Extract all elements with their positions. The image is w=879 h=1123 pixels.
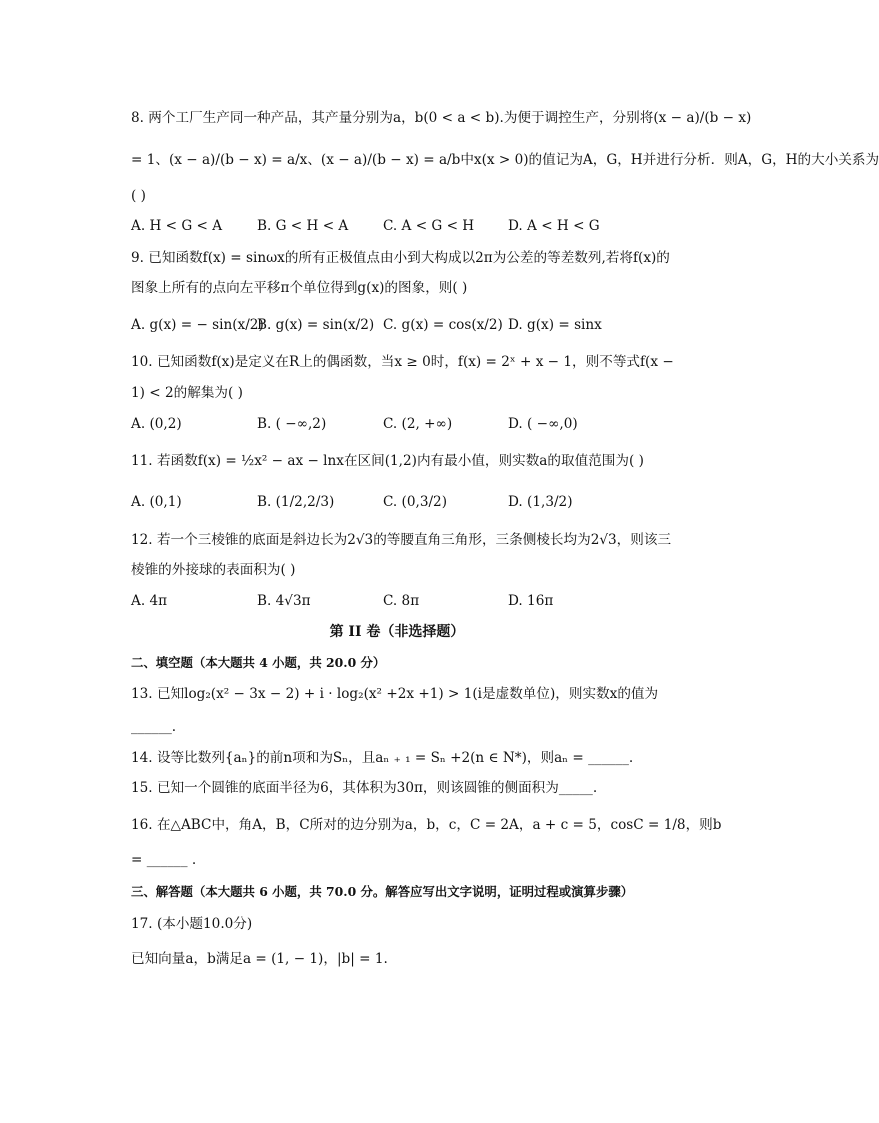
q9-option-c[interactable]: C. g(x) = cos(x/2) xyxy=(383,317,503,333)
q8-line2: = 1、(x − a)/(b − x) = a/x、(x − a)/(b − x) = a/b中x(x > 0)的值记为A，G，H并进行分析．则A，G，H的大小关系为 xyxy=(131,152,879,168)
q13-line1: 13. 已知log₂(x² − 3x − 2) + i · log₂(x² +2x +1) > 1(i是虚数单位)，则实数x的值为 xyxy=(131,686,659,702)
q11-options xyxy=(131,492,691,512)
q9-line2: 图象上所有的点向左平移π个单位得到g(x)的图象，则( ) xyxy=(131,280,468,296)
q10-option-b[interactable]: B. ( −∞,2) xyxy=(257,416,327,432)
q15-line: 15. 已知一个圆锥的底面半径为6，其体积为30π，则该圆锥的侧面积为_____. xyxy=(131,780,598,796)
q11-option-b[interactable]: B. (1/2,2/3) xyxy=(257,494,335,510)
section2-heading: 二、填空题（本大题共 4 小题，共 20.0 分） xyxy=(131,655,386,670)
q10-options xyxy=(131,414,691,434)
q8-line3: ( ) xyxy=(131,188,146,204)
q9-option-d[interactable]: D. g(x) = sinx xyxy=(508,317,602,333)
q10-line2: 1) < 2的解集为( ) xyxy=(131,385,243,401)
q11-line1: 11. 若函数f(x) = ½x² − ax − lnx在区间(1,2)内有最小值，则实数a的取值范围为( ) xyxy=(131,453,644,469)
q10-option-c[interactable]: C. (2, +∞) xyxy=(383,416,453,432)
q11-option-a[interactable]: A. (0,1) xyxy=(131,494,182,510)
q8-line1: 8. 两个工厂生产同一种产品，其产量分别为a，b(0 < a < b).为便于调控生产，分别将(x − a)/(b − x) xyxy=(131,110,752,126)
q12-line2: 棱锥的外接球的表面积为( ) xyxy=(131,562,296,578)
q9-options xyxy=(131,315,691,335)
q9-option-a[interactable]: A. g(x) = − sin(x/2) xyxy=(131,317,264,333)
q16-line2: = ______ . xyxy=(131,852,197,868)
q12-option-c[interactable]: C. 8π xyxy=(383,593,420,609)
q14-line: 14. 设等比数列{aₙ}的前n项和为Sₙ，且aₙ ₊ ₁ = Sₙ +2(n ∈ N*)，则aₙ = ______. xyxy=(131,750,634,766)
q11-option-d[interactable]: D. (1,3/2) xyxy=(508,494,573,510)
q17-header: 17. (本小题10.0分) xyxy=(131,916,253,932)
part2-title: 第 II 卷（非选择题） xyxy=(329,624,465,640)
q12-option-b[interactable]: B. 4√3π xyxy=(257,593,311,609)
q12-line1: 12. 若一个三棱锥的底面是斜边长为2√3的等腰直角三角形，三条侧棱长均为2√3，则该三 xyxy=(131,532,672,548)
q9-option-b[interactable]: B. g(x) = sin(x/2) xyxy=(257,317,375,333)
q8-option-c[interactable]: C. A < G < H xyxy=(383,218,475,234)
q10-option-d[interactable]: D. ( −∞,0) xyxy=(508,416,578,432)
q10-line1: 10. 已知函数f(x)是定义在R上的偶函数，当x ≥ 0时，f(x) = 2ˣ + x − 1，则不等式f(x − xyxy=(131,354,674,370)
q9-line1: 9. 已知函数f(x) = sinωx的所有正极值点由小到大构成以2π为公差的等差数列,若将f(x)的 xyxy=(131,250,670,266)
section3-heading: 三、解答题（本大题共 6 小题，共 70.0 分。解答应写出文字说明，证明过程或演算步骤） xyxy=(131,884,634,899)
q8-option-a[interactable]: A. H < G < A xyxy=(131,218,223,234)
q11-option-c[interactable]: C. (0,3/2) xyxy=(383,494,448,510)
q17-line1: 已知向量a，b满足a = (1, − 1)，|b| = 1. xyxy=(131,951,388,967)
q10-option-a[interactable]: A. (0,2) xyxy=(131,416,182,432)
q8-options xyxy=(131,216,691,236)
q12-option-d[interactable]: D. 16π xyxy=(508,593,554,609)
q12-options xyxy=(131,591,691,611)
q13-line2: ______. xyxy=(131,719,177,735)
q12-option-a[interactable]: A. 4π xyxy=(131,593,168,609)
q16-line1: 16. 在△ABC中，角A，B，C所对的边分别为a，b，c，C = 2A，a + c = 5，cosC = 1/8，则b xyxy=(131,817,722,833)
q8-option-d[interactable]: D. A < H < G xyxy=(508,218,600,234)
q8-option-b[interactable]: B. G < H < A xyxy=(257,218,349,234)
